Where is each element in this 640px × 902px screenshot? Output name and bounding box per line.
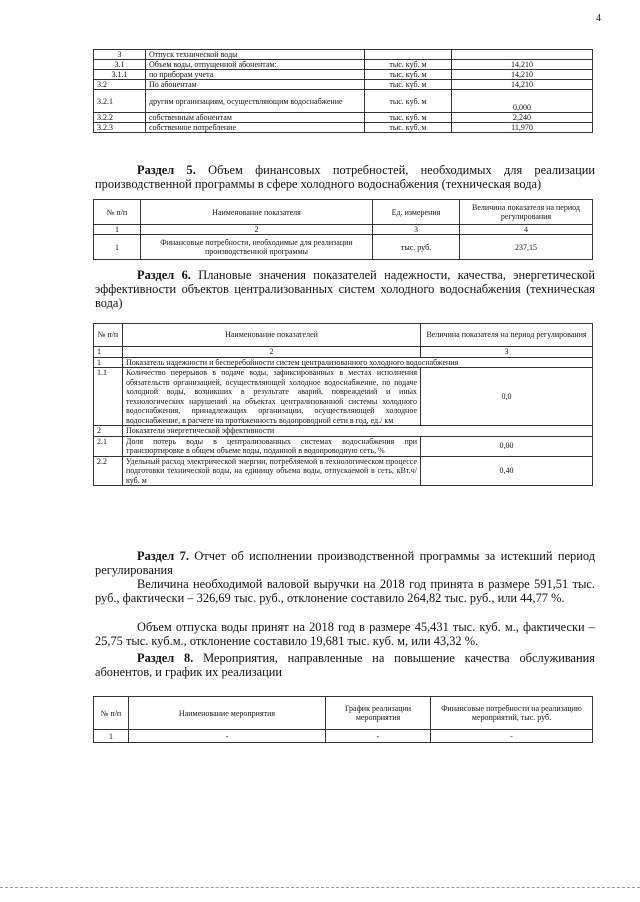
row-number: 3.2.1 <box>94 90 146 113</box>
row-name: собственное потребление <box>146 123 365 133</box>
row-value: 14,210 <box>452 80 593 90</box>
row-value: 0,00 <box>421 436 593 456</box>
table-header-row <box>94 697 593 730</box>
column-number: 1 <box>94 347 123 358</box>
row-number: 3.2.3 <box>94 123 146 133</box>
section-6-table <box>93 323 593 486</box>
header-value: Величина показателя на период регулирования <box>460 200 593 225</box>
column-number: 3 <box>373 225 460 235</box>
page-bottom-divider <box>0 887 640 888</box>
table-row <box>94 456 593 486</box>
row-number: 3.2.2 <box>94 113 146 123</box>
row-unit: тыс. куб. м <box>365 113 452 123</box>
table-row <box>94 50 593 60</box>
row-name: Отпуск технической воды <box>146 50 365 60</box>
section-5-text: Объем финансовых потребностей, необходимых для реализации производственной программы в сфере холодного водоснабжения (техническая вода) <box>95 163 595 191</box>
column-number: 1 <box>94 225 141 235</box>
table-header-row <box>94 200 593 225</box>
section-5-label: Раздел 5. <box>137 163 196 177</box>
row-name: по приборам учета <box>146 70 365 80</box>
table-group-row <box>94 357 593 368</box>
row-number: 3.1.1 <box>94 70 146 80</box>
table-row <box>94 436 593 456</box>
row-unit: тыс. куб. м <box>365 60 452 70</box>
row-unit: тыс. куб. м <box>365 80 452 90</box>
group-title: Показатель надежности и бесперебойности систем централизованного холодного водоснабжения <box>123 357 593 368</box>
row-unit: тыс. куб. м <box>365 123 452 133</box>
row-unit <box>365 50 452 60</box>
table-column-numbers <box>94 225 593 235</box>
section-7-paragraph-volume: Объем отпуска воды принят на 2018 год в размере 45,431 тыс. куб. м., фактически – 25,75 тыс. куб.м., отклонение составило 19,681 тыс. куб. м, или 43,32 %. <box>95 620 595 648</box>
column-number: 2 <box>141 225 373 235</box>
group-number: 1 <box>94 357 123 368</box>
section-5-table <box>93 199 593 260</box>
table-row <box>94 113 593 123</box>
row-value: 237,15 <box>460 235 593 260</box>
section-6-heading <box>95 268 595 310</box>
row-name: другим организациям, осуществляющим водоснабжение <box>146 90 365 113</box>
row-value: 0,0 <box>421 368 593 426</box>
table-row <box>94 60 593 70</box>
table-row <box>94 730 593 743</box>
column-number: 3 <box>421 347 593 358</box>
row-name: Удельный расход электрической энергии, потребляемой в технологическом процессе подготовки технической воды, на единицу объема воды, отпускаемой в сеть, кВт.ч/куб. м <box>123 456 421 486</box>
row-number: 1 <box>94 235 141 260</box>
group-number: 2 <box>94 426 123 437</box>
row-value: 0,40 <box>421 456 593 486</box>
section-7-paragraph-revenue: Величина необходимой валовой выручки на 2018 год принята в размере 591,51 тыс. руб., фактически – 326,69 тыс. руб., отклонение составило 264,82 тыс. руб., или 44,77 %. <box>95 577 595 605</box>
row-name: - <box>129 730 326 743</box>
section-7-heading <box>95 549 595 577</box>
row-name: По абонентам <box>146 80 365 90</box>
group-title: Показатели энергетической эффективности <box>123 426 593 437</box>
header-number: № п/п <box>94 200 141 225</box>
table-header-row <box>94 324 593 347</box>
table-column-numbers <box>94 347 593 358</box>
row-finance: - <box>431 730 593 743</box>
row-schedule: - <box>326 730 431 743</box>
row-value: 11,970 <box>452 123 593 133</box>
row-unit: тыс. куб. м <box>365 90 452 113</box>
header-number: № п/п <box>94 697 129 730</box>
row-name: Объем воды, отпущенной абонентам: <box>146 60 365 70</box>
row-name: Финансовые потребности, необходимые для реализации производственной программы <box>141 235 373 260</box>
row-name: Количество перерывов в подаче воды, зафиксированных в местах исполнения обязательств организацией, осуществляющей холодное водоснабжение, по подаче холодной воды, возникших в результате аварий, повреждений и иных технологических нарушений на объектах централизованной системы холодного водоснабжения, принадлежащих организации, осуществляющей холодное водоснабжение, в расчете на протяженность водопроводной сети в год, ед./ км <box>123 368 421 426</box>
table-row <box>94 123 593 133</box>
row-number: 3.2 <box>94 80 146 90</box>
section-6-text: Плановые значения показателей надежности, качества, энергетической эффективности объектов централизованных систем холодного водоснабжения (техническая вода) <box>95 268 595 310</box>
row-name: Доля потерь воды в централизованных системах водоснабжения при транспортировке в общем объеме воды, поданной в водопроводную сеть, % <box>123 436 421 456</box>
page-number: 4 <box>596 13 601 24</box>
section-8-table <box>93 696 593 743</box>
row-value: 14,210 <box>452 60 593 70</box>
header-unit: Ед. измерения <box>373 200 460 225</box>
row-number: 1 <box>94 730 129 743</box>
header-finance: Финансовые потребности на реализацию мероприятий, тыс. руб. <box>431 697 593 730</box>
column-number: 2 <box>123 347 421 358</box>
row-number: 1.1 <box>94 368 123 426</box>
table-row <box>94 368 593 426</box>
section-8-text: Мероприятия, направленные на повышение качества обслуживания абонентов, и график их реализации <box>95 651 595 679</box>
section-8-heading <box>95 651 595 679</box>
header-schedule: График реализации мероприятия <box>326 697 431 730</box>
header-name: Наименование показателя <box>141 200 373 225</box>
section-7-label: Раздел 7. <box>137 549 189 563</box>
header-number: № п/п <box>94 324 123 347</box>
row-value: 2,240 <box>452 113 593 123</box>
row-number: 3.1 <box>94 60 146 70</box>
row-unit: тыс. куб. м <box>365 70 452 80</box>
table-row <box>94 235 593 260</box>
table-row <box>94 80 593 90</box>
table-row <box>94 70 593 80</box>
section-7-text: Отчет об исполнении производственной программы за истекший период регулирования <box>95 549 596 577</box>
header-name: Наименование показателей <box>123 324 421 347</box>
section-8-label: Раздел 8. <box>137 651 194 665</box>
header-value: Величина показателя на период регулирования <box>421 324 593 347</box>
row-number: 2.2 <box>94 456 123 486</box>
row-value <box>452 50 593 60</box>
header-name: Наименование мероприятия <box>129 697 326 730</box>
row-number: 3 <box>94 50 146 60</box>
row-name: собственным абонентам <box>146 113 365 123</box>
section-6-label: Раздел 6. <box>137 268 191 282</box>
water-release-table <box>93 49 593 133</box>
table-group-row <box>94 426 593 437</box>
section-5-heading <box>95 163 595 191</box>
row-unit: тыс. руб. <box>373 235 460 260</box>
column-number: 4 <box>460 225 593 235</box>
row-value: 14,210 <box>452 70 593 80</box>
row-value: 0,000 <box>452 90 593 113</box>
table-row <box>94 90 593 113</box>
row-number: 2.1 <box>94 436 123 456</box>
